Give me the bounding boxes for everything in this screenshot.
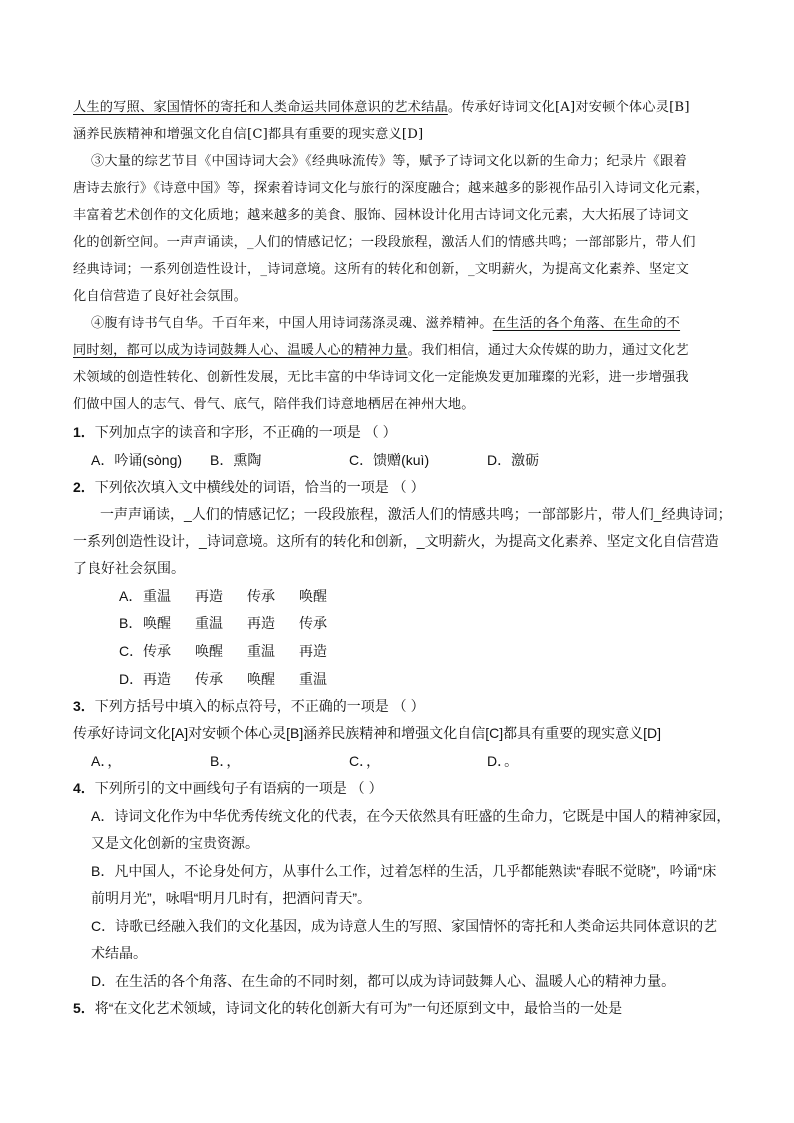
q2-option-d: D．再造 传承 唤醒 重温 bbox=[119, 671, 327, 687]
underlined-sentence: 在生活的各个角落、在生命的不 bbox=[492, 316, 681, 331]
passage-line: 经典诗词；一系列创造性设计，_诗词意境。这所有的转化和创新，_文明薪火，为提高文化素养、坚定文 bbox=[73, 262, 690, 277]
passage-line: 术领域的创造性转化、创新性发展，无比丰富的中华诗词文化一定能焕发更加璀璨的光彩，进一步增强我 bbox=[73, 370, 689, 385]
q3-option-d: D．。 bbox=[487, 753, 519, 769]
q1-option-b: B．熏陶 bbox=[210, 452, 262, 468]
q4-option-a: A．诗词文化作为中华优秀传统文化的代表，在今天依然具有旺盛的生命力，它既是中国人的精神家园， bbox=[91, 808, 731, 824]
q3-option-c: C．， bbox=[349, 753, 381, 769]
underlined-sentence: 同时刻，都可以成为诗词鼓舞人心、温暖人心的精神力量 bbox=[73, 343, 408, 358]
q2-text-line: 一声声诵读，_人们的情感记忆；一段段旅程，激活人们的情感共鸣；一部部影片，带人们_经典诗词； bbox=[100, 506, 732, 522]
passage-line: 们做中国人的志气、骨气、底气，陪伴我们诗意地栖居在神州大地。 bbox=[73, 397, 475, 412]
passage-line: 化的创新空间。一声声诵读，_人们的情感记忆；一段段旅程，激活人们的情感共鸣；一部部影片，带人们 bbox=[73, 235, 696, 250]
q4-option-b: B．凡中国人，不论身处何方，从事什么工作，过着怎样的生活，几乎都能熟读“春眠不觉晓”，吟诵“床 bbox=[91, 863, 717, 879]
q2-option-c: C．传承 唤醒 重温 再造 bbox=[119, 643, 327, 659]
q1-option-d: D．激砺 bbox=[487, 452, 540, 468]
question-1-stem: 1．下列加点字的读音和字形，不正确的一项是 （ ） bbox=[73, 424, 397, 440]
passage-line: 涵养民族精神和增强文化自信[C]都具有重要的现实意义[D] bbox=[73, 127, 424, 142]
passage-line: 同时刻，都可以成为诗词鼓舞人心、温暖人心的精神力量。我们相信，通过大众传媒的助力，通过文化艺 bbox=[73, 343, 689, 358]
passage-line: 唐诗去旅行》《诗意中国》等，探索着诗词文化与旅行的深度融合；越来越多的影视作品引入诗词文化元素， bbox=[73, 181, 709, 196]
question-5-stem: 5．将“在文化艺术领域，诗词文化的转化创新大有可为”一句还原到文中，最恰当的一处是 bbox=[73, 1000, 623, 1016]
q2-option-a: A．重温 再造 传承 唤醒 bbox=[119, 588, 327, 604]
passage-line: ④腹有诗书气自华。千百年来，中国人用诗词荡涤灵魂、滋养精神。在生活的各个角落、在生命的不 bbox=[91, 316, 681, 331]
q4-option-a-cont: 又是文化创新的宝贵资源。 bbox=[91, 835, 259, 851]
q2-option-b: B．唤醒 重温 再造 传承 bbox=[119, 615, 327, 631]
question-4-stem: 4．下列所引的文中画线句子有语病的一项是 （ ） bbox=[73, 780, 383, 796]
passage-line: 人生的写照、家国情怀的寄托和人类命运共同体意识的艺术结晶。传承好诗词文化[A]对安顿个体心灵[B] bbox=[73, 100, 690, 115]
q2-text-line: 了良好社会氛围。 bbox=[73, 560, 185, 576]
passage-line: ③大量的综艺节目《中国诗词大会》《经典咏流传》等，赋予了诗词文化以新的生命力；纪录片《跟着 bbox=[91, 154, 687, 169]
q4-option-b-cont: 前明月光”，咏唱“明月几时有，把酒问青天”。 bbox=[91, 890, 371, 906]
q4-option-d: D．在生活的各个角落、在生命的不同时刻，都可以成为诗词鼓舞人心、温暖人心的精神力量。 bbox=[91, 973, 676, 989]
q4-option-c: C．诗歌已经融入我们的文化基因，成为诗意人生的写照、家国情怀的寄托和人类命运共同体意识的艺 bbox=[91, 918, 718, 934]
question-2-stem: 2．下列依次填入文中横线处的词语，恰当的一项是 （ ） bbox=[73, 479, 425, 495]
passage-line: 丰富着艺术创作的文化质地；越来越多的美食、服饰、园林设计化用古诗词文化元素，大大拓展了诗词文 bbox=[73, 208, 689, 223]
q3-text-line: 传承好诗词文化[A]对安顿个体心灵[B]涵养民族精神和增强文化自信[C]都具有重要的现实意义[D] bbox=[73, 725, 662, 741]
q3-option-a: A．， bbox=[91, 753, 122, 769]
question-3-stem: 3．下列方括号中填入的标点符号，不正确的一项是 （ ） bbox=[73, 698, 425, 714]
underlined-sentence: 人生的写照、家国情怀的寄托和人类命运共同体意识的艺术结晶 bbox=[73, 100, 448, 115]
passage-line: 化自信营造了良好社会氛围。 bbox=[73, 289, 248, 304]
q1-option-a: A．吟诵(sònɡ) bbox=[91, 452, 183, 468]
q4-option-c-cont: 术结晶。 bbox=[91, 945, 147, 961]
q3-option-b: B．， bbox=[210, 753, 241, 769]
q1-option-c: C．馈赠(kuì) bbox=[349, 452, 430, 468]
q2-text-line: 一系列创造性设计，_诗词意境。这所有的转化和创新，_文明薪火，为提高文化素养、坚定文化自信营造 bbox=[73, 533, 719, 549]
